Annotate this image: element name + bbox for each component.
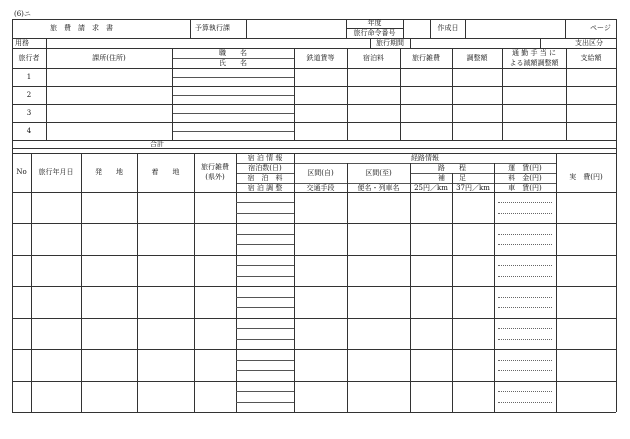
- payment-class-label: 支出区分: [575, 39, 603, 47]
- section-to-header: 区間(至): [365, 169, 392, 177]
- department-header: 課所(住所): [92, 54, 126, 62]
- summary-row-number: 3: [26, 109, 32, 117]
- lodging-adjustment-header: 宿 泊 調 整: [247, 184, 283, 192]
- travel-order-no-label: 旅行命令番号: [353, 29, 396, 37]
- fee-header: 料 金(円): [508, 174, 542, 182]
- purpose-label: 用務: [15, 39, 29, 47]
- misc-out-header-line1: 旅行雑費: [201, 163, 229, 171]
- table-row[interactable]: [13, 256, 615, 285]
- budget-section-label: 予算執行課: [195, 24, 230, 32]
- purpose-field[interactable]: [47, 39, 369, 47]
- payment-header: 支給額: [580, 54, 602, 62]
- created-date-field[interactable]: [466, 20, 564, 37]
- travel-period-field[interactable]: [411, 39, 539, 47]
- page-label: ページ: [590, 24, 611, 32]
- form-title: 旅 費 請 求 書: [50, 24, 113, 32]
- table-row[interactable]: [13, 193, 615, 222]
- misc-header: 旅行雑費: [412, 54, 440, 62]
- total-label: 合計: [150, 140, 164, 148]
- distance-header: 路 程: [438, 164, 466, 172]
- route-info-header: 経路情報: [411, 154, 439, 162]
- form-number: (6)ニ: [14, 10, 31, 18]
- lodging-fee-header: 宿 泊 料: [247, 174, 283, 182]
- table-row[interactable]: [13, 224, 615, 253]
- table-row[interactable]: [13, 382, 615, 411]
- rank-header: 職 名: [219, 49, 247, 57]
- summary-row-number: 2: [26, 91, 32, 99]
- name-header: 氏 名: [219, 59, 247, 67]
- car-fare-header: 車 賃(円): [508, 184, 542, 192]
- lodging-info-header: 宿 泊 情 報: [247, 154, 283, 162]
- train-name-header: 便名・列車名: [357, 184, 400, 192]
- budget-section-field[interactable]: [247, 20, 345, 37]
- table-row[interactable]: [13, 350, 615, 379]
- fiscal-year-label: 年度: [367, 19, 382, 27]
- lodging-days-header: 宿泊数(日): [248, 164, 282, 172]
- table-row[interactable]: [13, 287, 615, 316]
- rate-25-header: 25円／km: [414, 184, 448, 192]
- fare-header: 運 賃(円): [508, 164, 542, 172]
- date-header: 旅行年月日: [38, 168, 74, 176]
- summary-row-number: 4: [26, 127, 32, 135]
- actual-cost-header: 実 費(円): [569, 173, 603, 181]
- adjustment-header: 調整額: [466, 54, 488, 62]
- traveler-header: 旅行者: [18, 54, 40, 62]
- commute-adjustment-header-line2: よる減額調整額: [509, 59, 559, 67]
- commute-adjustment-header-line1: 通 勤 手 当 に: [512, 49, 556, 57]
- no-header: No: [16, 168, 27, 176]
- supplement-header: 補 足: [438, 174, 466, 182]
- travel-order-no-field[interactable]: [404, 20, 429, 37]
- section-from-header: 区間(自): [307, 169, 334, 177]
- rail-fare-header: 鉄道賃等: [306, 54, 335, 62]
- depart-header: 発 地: [95, 168, 123, 176]
- lodging-header: 宿泊料: [363, 54, 384, 62]
- created-date-label: 作成日: [437, 24, 459, 32]
- arrive-header: 着 地: [151, 168, 180, 176]
- misc-out-header-line2: (県外): [205, 173, 225, 181]
- rate-37-header: 37円／km: [456, 184, 490, 192]
- table-row[interactable]: [13, 319, 615, 348]
- transport-header: 交通手段: [306, 184, 335, 192]
- travel-period-label: 旅行期間: [376, 39, 404, 47]
- summary-row-number: 1: [26, 73, 32, 81]
